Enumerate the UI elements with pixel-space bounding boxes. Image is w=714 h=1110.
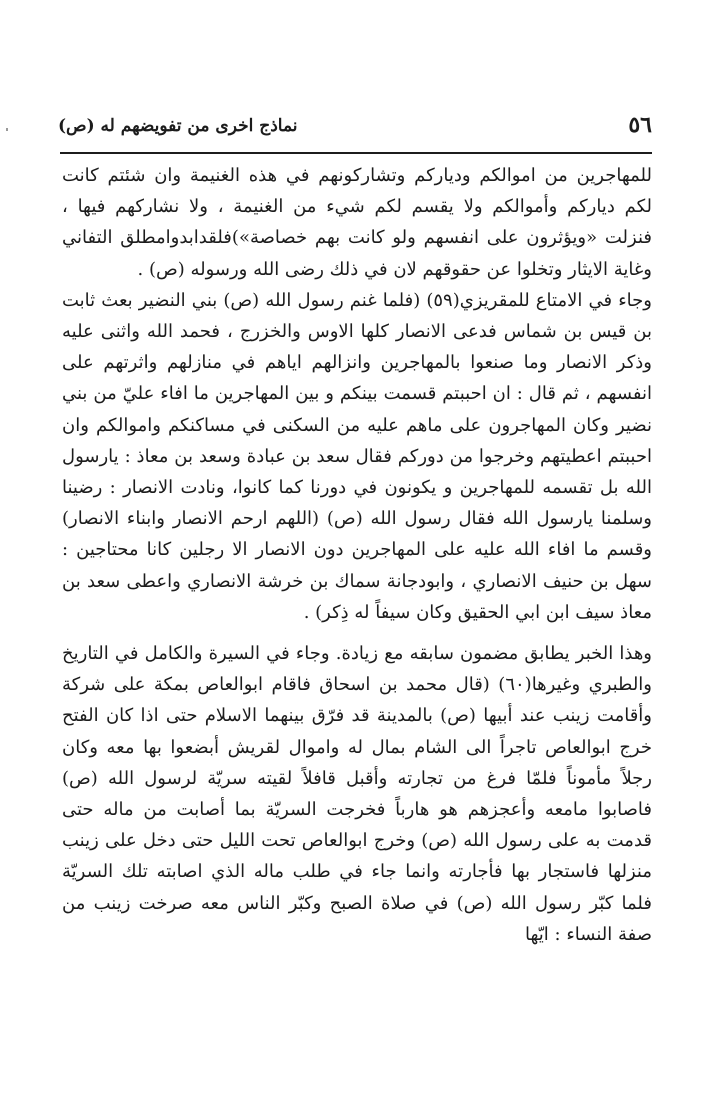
body-text xyxy=(62,160,652,950)
paragraph-2: وجاء في الامتاع للمقريزي(٥٩) (فلما غنم رسول الله (ص) بني النضير بعث ثابت بن قيس بن شماس فدعى الانصار كلها الاوس والخزرج ، فحمد الله واثنى عليه وذكر الانصار وما صنعوا بالمهاجرين وانزالهم اياهم في منازلهم واثرتهم على انفسهم ، ثم قال : ان احببتم قسمت بينكم و بين المهاجرين ما افاء عليّ من بني نضير وكان المهاجرون على ماهم عليه من السكنى في مساكنكم واموالكم وان احببتم اعطيتهم وخرجوا من دوركم فقال سعد بن عبادة وسعد بن معاذ : يارسول الله بل تقسمه للمهاجرين و يكونون في دورنا كما كانوا، ونادت الانصار : رضينا وسلمنا يارسول الله فقال رسول الله (ص) (اللهم ارحم الانصار وابناء الانصار) وقسم ما افاء الله عليه على المهاجرين دون الانصار الا رجلين كانا محتاجين : سهل بن حنيف الانصاري ، وابودجانة سماك بن خرشة الانصاري واعطى سعد بن معاذ سيف ابن ابي الحقيق وكان سيفاً له ذِكر) . xyxy=(62,289,652,623)
paragraph-3: وهذا الخبر يطابق مضمون سابقه مع زيادة. وجاء في السيرة والكامل في التاريخ والطبري وغيرها(٦٠) (قال محمد بن اسحاق فاقام ابوالعاص بمكة على شركة وأقامت زينب عند أبيها (ص) بالمدينة قد فرّق بينهما الاسلام حتى اذا كان الفتح خرج ابوالعاص تاجراً الى الشام بمال له واموال لقريش أبضعوا بها معه وكان رجلاً مأموناً فلمّا فرغ من تجارته وأقبل قافلاً لقيته سريّة لرسول الله (ص) فاصابوا مامعه وأعجزهم هو هارباً فخرجت السريّة بما أصابت من ماله حتى قدمت به على رسول الله (ص) وخرج ابوالعاص تحت الليل حتى دخل على زينب منزلها فاستجار بها فأجارته وانما جاء في طلب ماله الذي اصابته تلك السريّة فلما كبّر رسول الله (ص) في صلاة الصبح وكبّر الناس معه صرخت زينب من صفة النساء : ايّها xyxy=(62,643,652,945)
page-number: ٥٦ xyxy=(628,112,652,138)
scan-speck xyxy=(6,128,8,131)
paragraph-1: للمهاجرين من اموالكم ودياركم وتشاركونهم في هذه الغنيمة وان شئتم كانت لكم دياركم وأموالكم ولا يقسم لكم شيء من الغنيمة ، ولا نشاركهم فيها ، فنزلت «ويؤثرون على انفسهم ولو كانت بهم خصاصة»)فلقدابدوامطلق التفاني وغاية الايثار وتخلوا عن حقوقهم لان في ذلك رضى الله ورسوله (ص) . xyxy=(62,165,652,280)
page-header xyxy=(58,108,652,148)
running-title: نماذج اخرى من تفويضهم له (ص) xyxy=(58,116,298,136)
header-rule xyxy=(60,152,652,154)
